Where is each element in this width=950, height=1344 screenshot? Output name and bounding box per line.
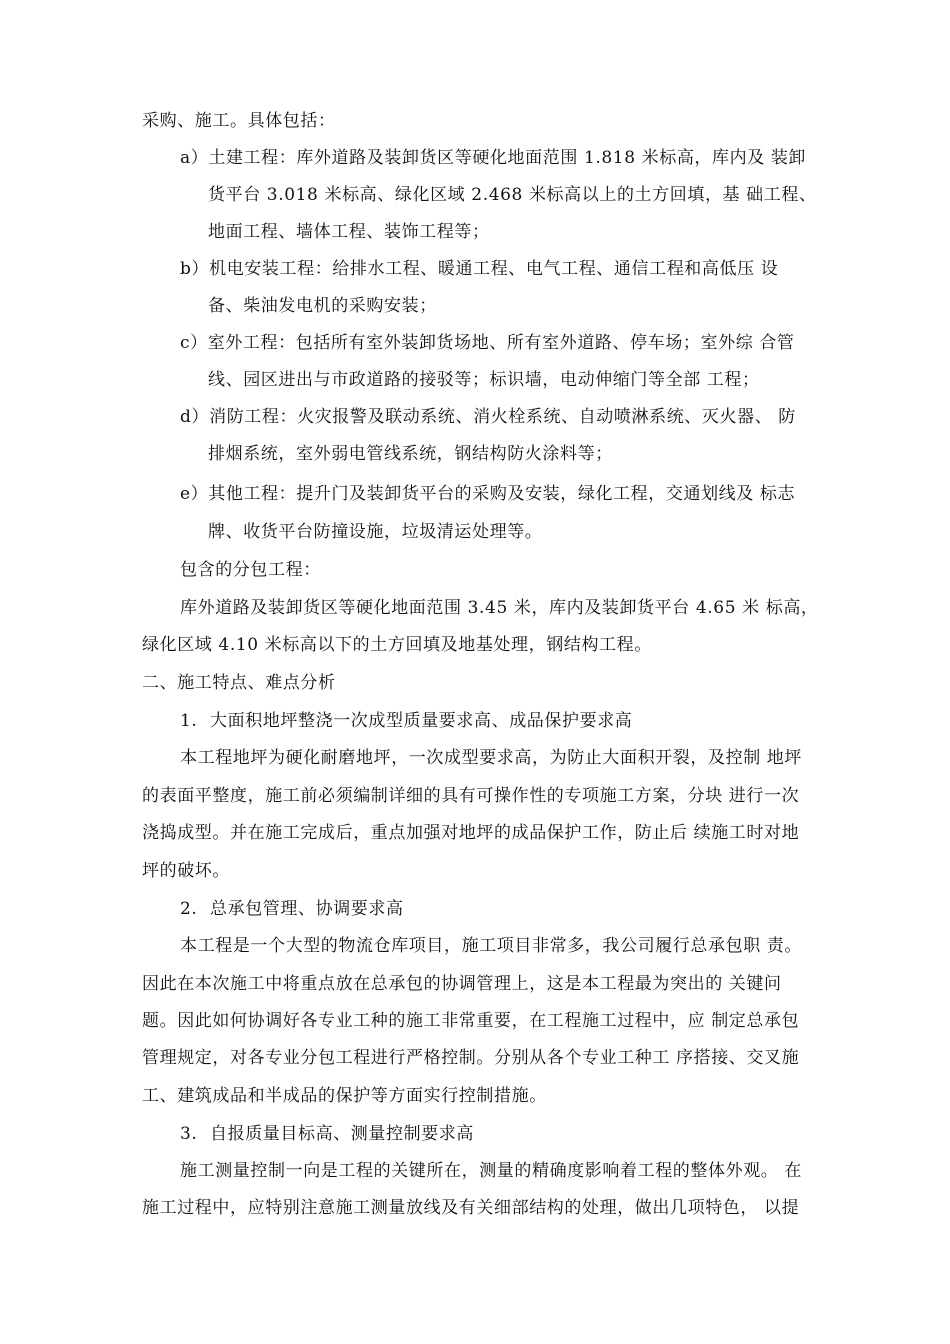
- point-title-text: 大面积地坪整浇一次成型质量要求高、成品保护要求高: [210, 711, 633, 731]
- point-title: [180, 711, 632, 731]
- point-number: 3.: [180, 1124, 198, 1144]
- list-item-text: 土建工程：库外道路及装卸货区等硬化地面范围 1.818 米标高，库内及 装卸: [208, 148, 807, 168]
- section-heading: 二、施工特点、难点分析: [142, 673, 336, 693]
- paragraph-line: 坪的破坏。: [142, 861, 230, 881]
- list-item-b-line: 备、柴油发电机的采购安装；: [208, 296, 437, 316]
- paragraph-line: 管理规定，对各专业分包工程进行严格控制。分别从各个专业工种工 序搭接、交叉施: [142, 1048, 800, 1068]
- paragraph-line: 施工过程中，应特别注意施工测量放线及有关细部结构的处理，做出几项特色， 以提: [142, 1198, 800, 1218]
- list-item-d-line: 排烟系统，室外弱电管线系统，钢结构防火涂料等；: [208, 444, 613, 464]
- paragraph-line: 库外道路及装卸货区等硬化地面范围 3.45 米，库内及装卸货平台 4.65 米 标高，: [180, 598, 819, 618]
- paragraph-line: 本工程地坪为硬化耐磨地坪，一次成型要求高，为防止大面积开裂，及控制 地坪: [180, 748, 803, 768]
- list-item-label: c）: [180, 333, 208, 353]
- list-item-label: d）: [180, 407, 210, 427]
- point-number: 1.: [180, 711, 198, 731]
- list-item-c-line: 线、园区进出与市政道路的接驳等；标识墙，电动伸缩门等全部 工程；: [208, 370, 760, 390]
- list-item-a-line: 地面工程、墙体工程、装饰工程等；: [208, 222, 490, 242]
- point-title: [180, 1124, 474, 1144]
- point-title-text: 总承包管理、协调要求高: [210, 899, 404, 919]
- intro-line: 采购、施工。具体包括：: [142, 111, 336, 131]
- list-item-a-first-line: [180, 148, 806, 168]
- list-item-label: e）: [180, 484, 209, 504]
- subcontract-heading: 包含的分包工程：: [180, 560, 321, 580]
- paragraph-line: 的表面平整度，施工前必须编制详细的具有可操作性的专项施工方案，分块 进行一次: [142, 786, 800, 806]
- point-title-text: 自报质量目标高、测量控制要求高: [210, 1124, 474, 1144]
- paragraph-line: 浇捣成型。并在施工完成后，重点加强对地坪的成品保护工作，防止后 续施工时对地: [142, 823, 800, 843]
- list-item-d-first-line: [180, 407, 796, 427]
- paragraph-line: 题。因此如何协调好各专业工种的施工非常重要，在工程施工过程中，应 制定总承包: [142, 1011, 800, 1031]
- paragraph-line: 本工程是一个大型的物流仓库项目，施工项目非常多，我公司履行总承包职 责。: [180, 936, 803, 956]
- paragraph-line: 因此在本次施工中将重点放在总承包的协调管理上，这是本工程最为突出的 关键问: [142, 974, 782, 994]
- list-item-a-line: 货平台 3.018 米标高、绿化区域 2.468 米标高以上的土方回填，基 础工程、: [208, 185, 817, 205]
- list-item-text: 室外工程：包括所有室外装卸货场地、所有室外道路、停车场；室外综 合管: [207, 333, 795, 353]
- list-item-text: 机电安装工程：给排水工程、暖通工程、电气工程、通信工程和高低压 设: [209, 259, 779, 279]
- list-item-c-first-line: [180, 333, 795, 353]
- point-title: [180, 899, 404, 919]
- list-item-e-first-line: [180, 484, 795, 504]
- point-number: 2.: [180, 899, 198, 919]
- list-item-text: 消防工程：火灾报警及联动系统、消火栓系统、自动喷淋系统、灭火器、 防: [209, 407, 796, 427]
- paragraph-line: 工、建筑成品和半成品的保护等方面实行控制措施。: [142, 1086, 547, 1106]
- paragraph-line: 施工测量控制一向是工程的关键所在，测量的精确度影响着工程的整体外观。 在: [180, 1161, 803, 1181]
- list-item-label: b）: [180, 259, 210, 279]
- list-item-text: 其他工程：提升门及装卸货平台的采购及安装，绿化工程，交通划线及 标志: [208, 484, 796, 504]
- list-item-e-line: 牌、收货平台防撞设施，垃圾清运处理等。: [208, 522, 543, 542]
- list-item-label: a）: [180, 148, 209, 168]
- paragraph-line: 绿化区域 4.10 米标高以下的土方回填及地基处理，钢结构工程。: [142, 635, 652, 655]
- list-item-b-first-line: [180, 259, 778, 279]
